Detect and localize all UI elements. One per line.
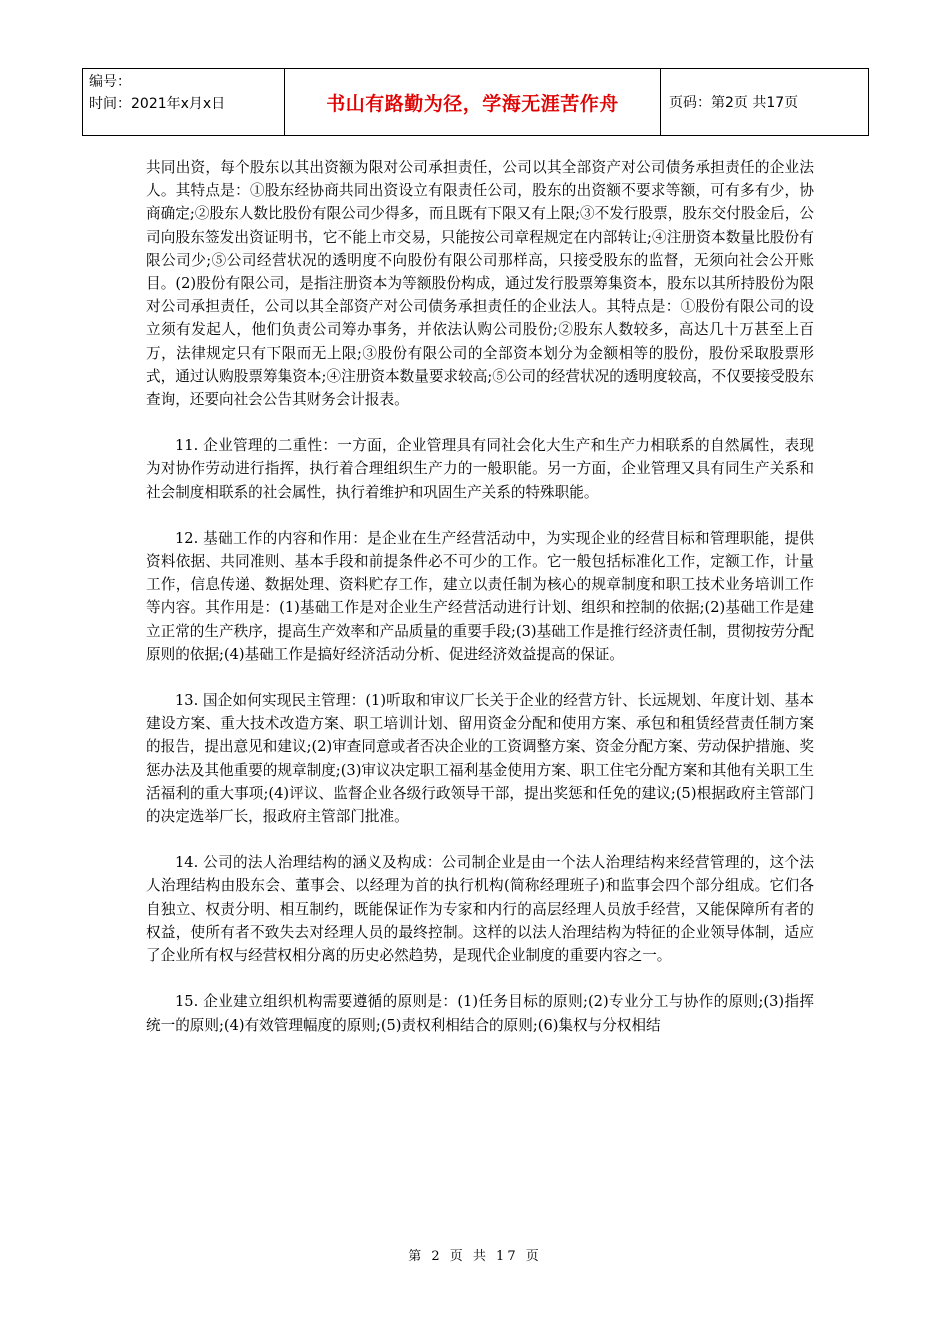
paragraph-item-14: 14. 公司的法人治理结构的涵义及构成：公司制企业是由一个法人治理结构来经营管理的，这个法人治理结构由股东会、董事会、以经理为首的执行机构(简称经理班子)和监事会四个部分组成。它们各自独立、权责分明、相互制约，既能保证作为专家和内行的高层经理人员放手经营，又能保障所有者的权益，使所有者不致失去对经理人员的最终控制。这样的以法人治理结构为特征的企业领导体制，适应了企业所有权与经营权相分离的历史必然趋势，是现代企业制度的重要内容之一。 <box>146 854 814 965</box>
paragraph-item-15: 15. 企业建立组织机构需要遵循的原则是：(1)任务目标的原则;(2)专业分工与协作的原则;(3)指挥统一的原则;(4)有效管理幅度的原则;(5)责权利相结合的原则;(6)集权与分权相结 <box>146 993 814 1034</box>
header-meta <box>83 69 285 135</box>
document-header <box>82 68 869 136</box>
header-motto: 书山有路勤为径，学海无涯苦作舟 <box>285 69 661 135</box>
header-time-label: 时间：2021年x月x日 <box>89 96 226 112</box>
header-number-label: 编号： <box>89 74 131 90</box>
paragraph-item-12: 12. 基础工作的内容和作用：是企业在生产经营活动中，为实现企业的经营目标和管理职能，提供资料依据、共同准则、基本手段和前提条件必不可少的工作。它一般包括标准化工作，定额工作，计量工作，信息传递、数据处理、资料贮存工作，建立以责任制为核心的规章制度和职工技术业务培训工作等内容。其作用是：(1)基础工作是对企业生产经营活动进行计划、组织和控制的依据;(2)基础工作是建立正常的生产秩序，提高生产效率和产品质量的重要手段;(3)基础工作是推行经济责任制，贯彻按劳分配原则的依据;(4)基础工作是搞好经济活动分析、促进经济效益提高的保证。 <box>146 529 814 663</box>
header-page-info: 页码：第2页 共17页 <box>669 95 799 111</box>
page-footer: 第 2 页 共 17 页 <box>408 1249 542 1264</box>
document-body <box>146 156 814 1037</box>
paragraph-item-13: 13. 国企如何实现民主管理：(1)听取和审议厂长关于企业的经营方针、长远规划、年度计划、基本建设方案、重大技术改造方案、职工培训计划、留用资金分配和使用方案、承包和租赁经营责任制方案的报告，提出意见和建议;(2)审查同意或者否决企业的工资调整方案、资金分配方案、劳动保护措施、奖惩办法及其他重要的规章制度;(3)审议决定职工福利基金使用方案、职工住宅分配方案和其他有关职工生活福利的重大事项;(4)评议、监督企业各级行政领导干部，提出奖惩和任免的建议;(5)根据政府主管部门的决定选举厂长，报政府主管部门批准。 <box>146 692 814 826</box>
paragraph-item-11: 11. 企业管理的二重性：一方面，企业管理具有同社会化大生产和生产力相联系的自然属性，表现为对协作劳动进行指挥，执行着合理组织生产力的一般职能。另一方面，企业管理又具有同生产关系和社会制度相联系的社会属性，执行着维护和巩固生产关系的特殊职能。 <box>146 437 814 501</box>
paragraph-continued: 共同出资，每个股东以其出资额为限对公司承担责任，公司以其全部资产对公司债务承担责任的企业法人。其特点是：①股东经协商共同出资设立有限责任公司，股东的出资额不要求等额，可有多有少，协商确定;②股东人数比股份有限公司少得多，而且既有下限又有上限;③不发行股票，股东交付股金后，公司向股东签发出资证明书，它不能上市交易，只能按公司章程规定在内部转让;④注册资本数量比股份有限公司少;⑤公司经营状况的透明度不向股份有限公司那样高，只接受股东的监督，无须向社会公开账目。(2)股份有限公司，是指注册资本为等额股份构成，通过发行股票筹集资本，股东以其所持股份为限对公司承担责任，公司以其全部资产对公司债务承担责任的企业法人。其特点是：①股份有限公司的设立须有发起人，他们负责公司筹办事务，并依法认购公司股份;②股东人数较多，高达几十万甚至上百万，法律规定只有下限而无上限;③股份有限公司的全部资本划分为金额相等的股份，股份采取股票形式，通过认购股票筹集资本;④注册资本数量要求较高;⑤公司的经营状况的透明度较高，不仅要接受股东查询，还要向社会公告其财务会计报表。 <box>146 159 814 409</box>
